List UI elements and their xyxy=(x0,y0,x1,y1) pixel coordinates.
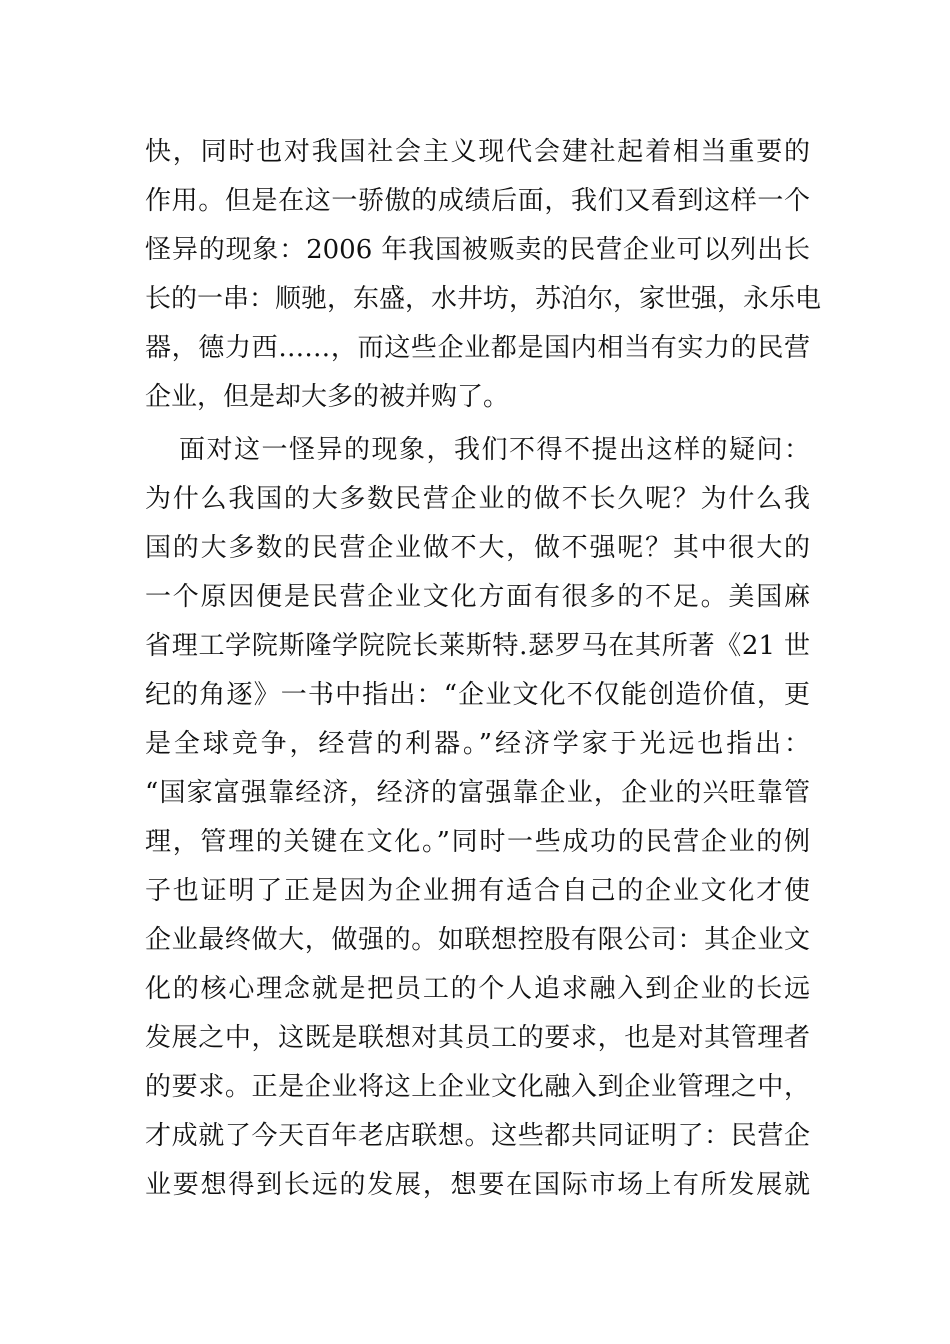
text-line: 化的核心理念就是把员工的个人追求融入到企业的长远 xyxy=(145,974,810,1004)
paragraph xyxy=(145,128,822,422)
text-line: 纪的角逐》一书中指出：“企业文化不仅能创造价值，更 xyxy=(145,680,810,710)
text-line: 作用。但是在这一骄傲的成绩后面，我们又看到这样一个 xyxy=(145,186,810,216)
text-line: 怪异的现象：2006 年我国被贩卖的民营企业可以列出长 xyxy=(145,235,810,265)
text-line: 国的大多数的民营企业做不大，做不强呢？其中很大的 xyxy=(145,533,810,563)
paragraph xyxy=(145,426,810,1210)
text-line: 为什么我国的大多数民营企业的做不长久呢？为什么我 xyxy=(145,484,810,514)
body-text xyxy=(145,128,822,1210)
text-line: 业要想得到长远的发展，想要在国际市场上有所发展就 xyxy=(145,1170,810,1200)
text-line: 理，管理的关键在文化。”同时一些成功的民营企业的例 xyxy=(145,827,810,857)
text-line: 子也证明了正是因为企业拥有适合自己的企业文化才使 xyxy=(145,876,810,906)
text-line: 是全球竞争，经营的利器。”经济学家于光远也指出： xyxy=(145,729,810,759)
text-line: 面对这一怪异的现象，我们不得不提出这样的疑问： xyxy=(179,435,810,465)
text-line: 企业，但是却大多的被并购了。 xyxy=(145,382,510,412)
text-line: 一个原因便是民营企业文化方面有很多的不足。美国麻 xyxy=(145,582,810,612)
text-line: “国家富强靠经济，经济的富强靠企业，企业的兴旺靠管 xyxy=(145,778,810,808)
text-line: 企业最终做大，做强的。如联想控股有限公司：其企业文 xyxy=(145,925,810,955)
text-line: 器，德力西……，而这些企业都是国内相当有实力的民营 xyxy=(145,333,810,363)
text-line: 发展之中，这既是联想对其员工的要求，也是对其管理者 xyxy=(145,1023,810,1053)
text-line: 的要求。正是企业将这上企业文化融入到企业管理之中， xyxy=(145,1072,810,1102)
text-line: 长的一串：顺驰，东盛，水井坊，苏泊尔，家世强，永乐电 xyxy=(145,284,822,314)
text-line: 省理工学院斯隆学院院长莱斯特.瑟罗马在其所著《21 世 xyxy=(145,631,810,661)
text-line: 快，同时也对我国社会主义现代会建社起着相当重要的 xyxy=(145,137,810,167)
text-line: 才成就了今天百年老店联想。这些都共同证明了：民营企 xyxy=(145,1121,810,1151)
